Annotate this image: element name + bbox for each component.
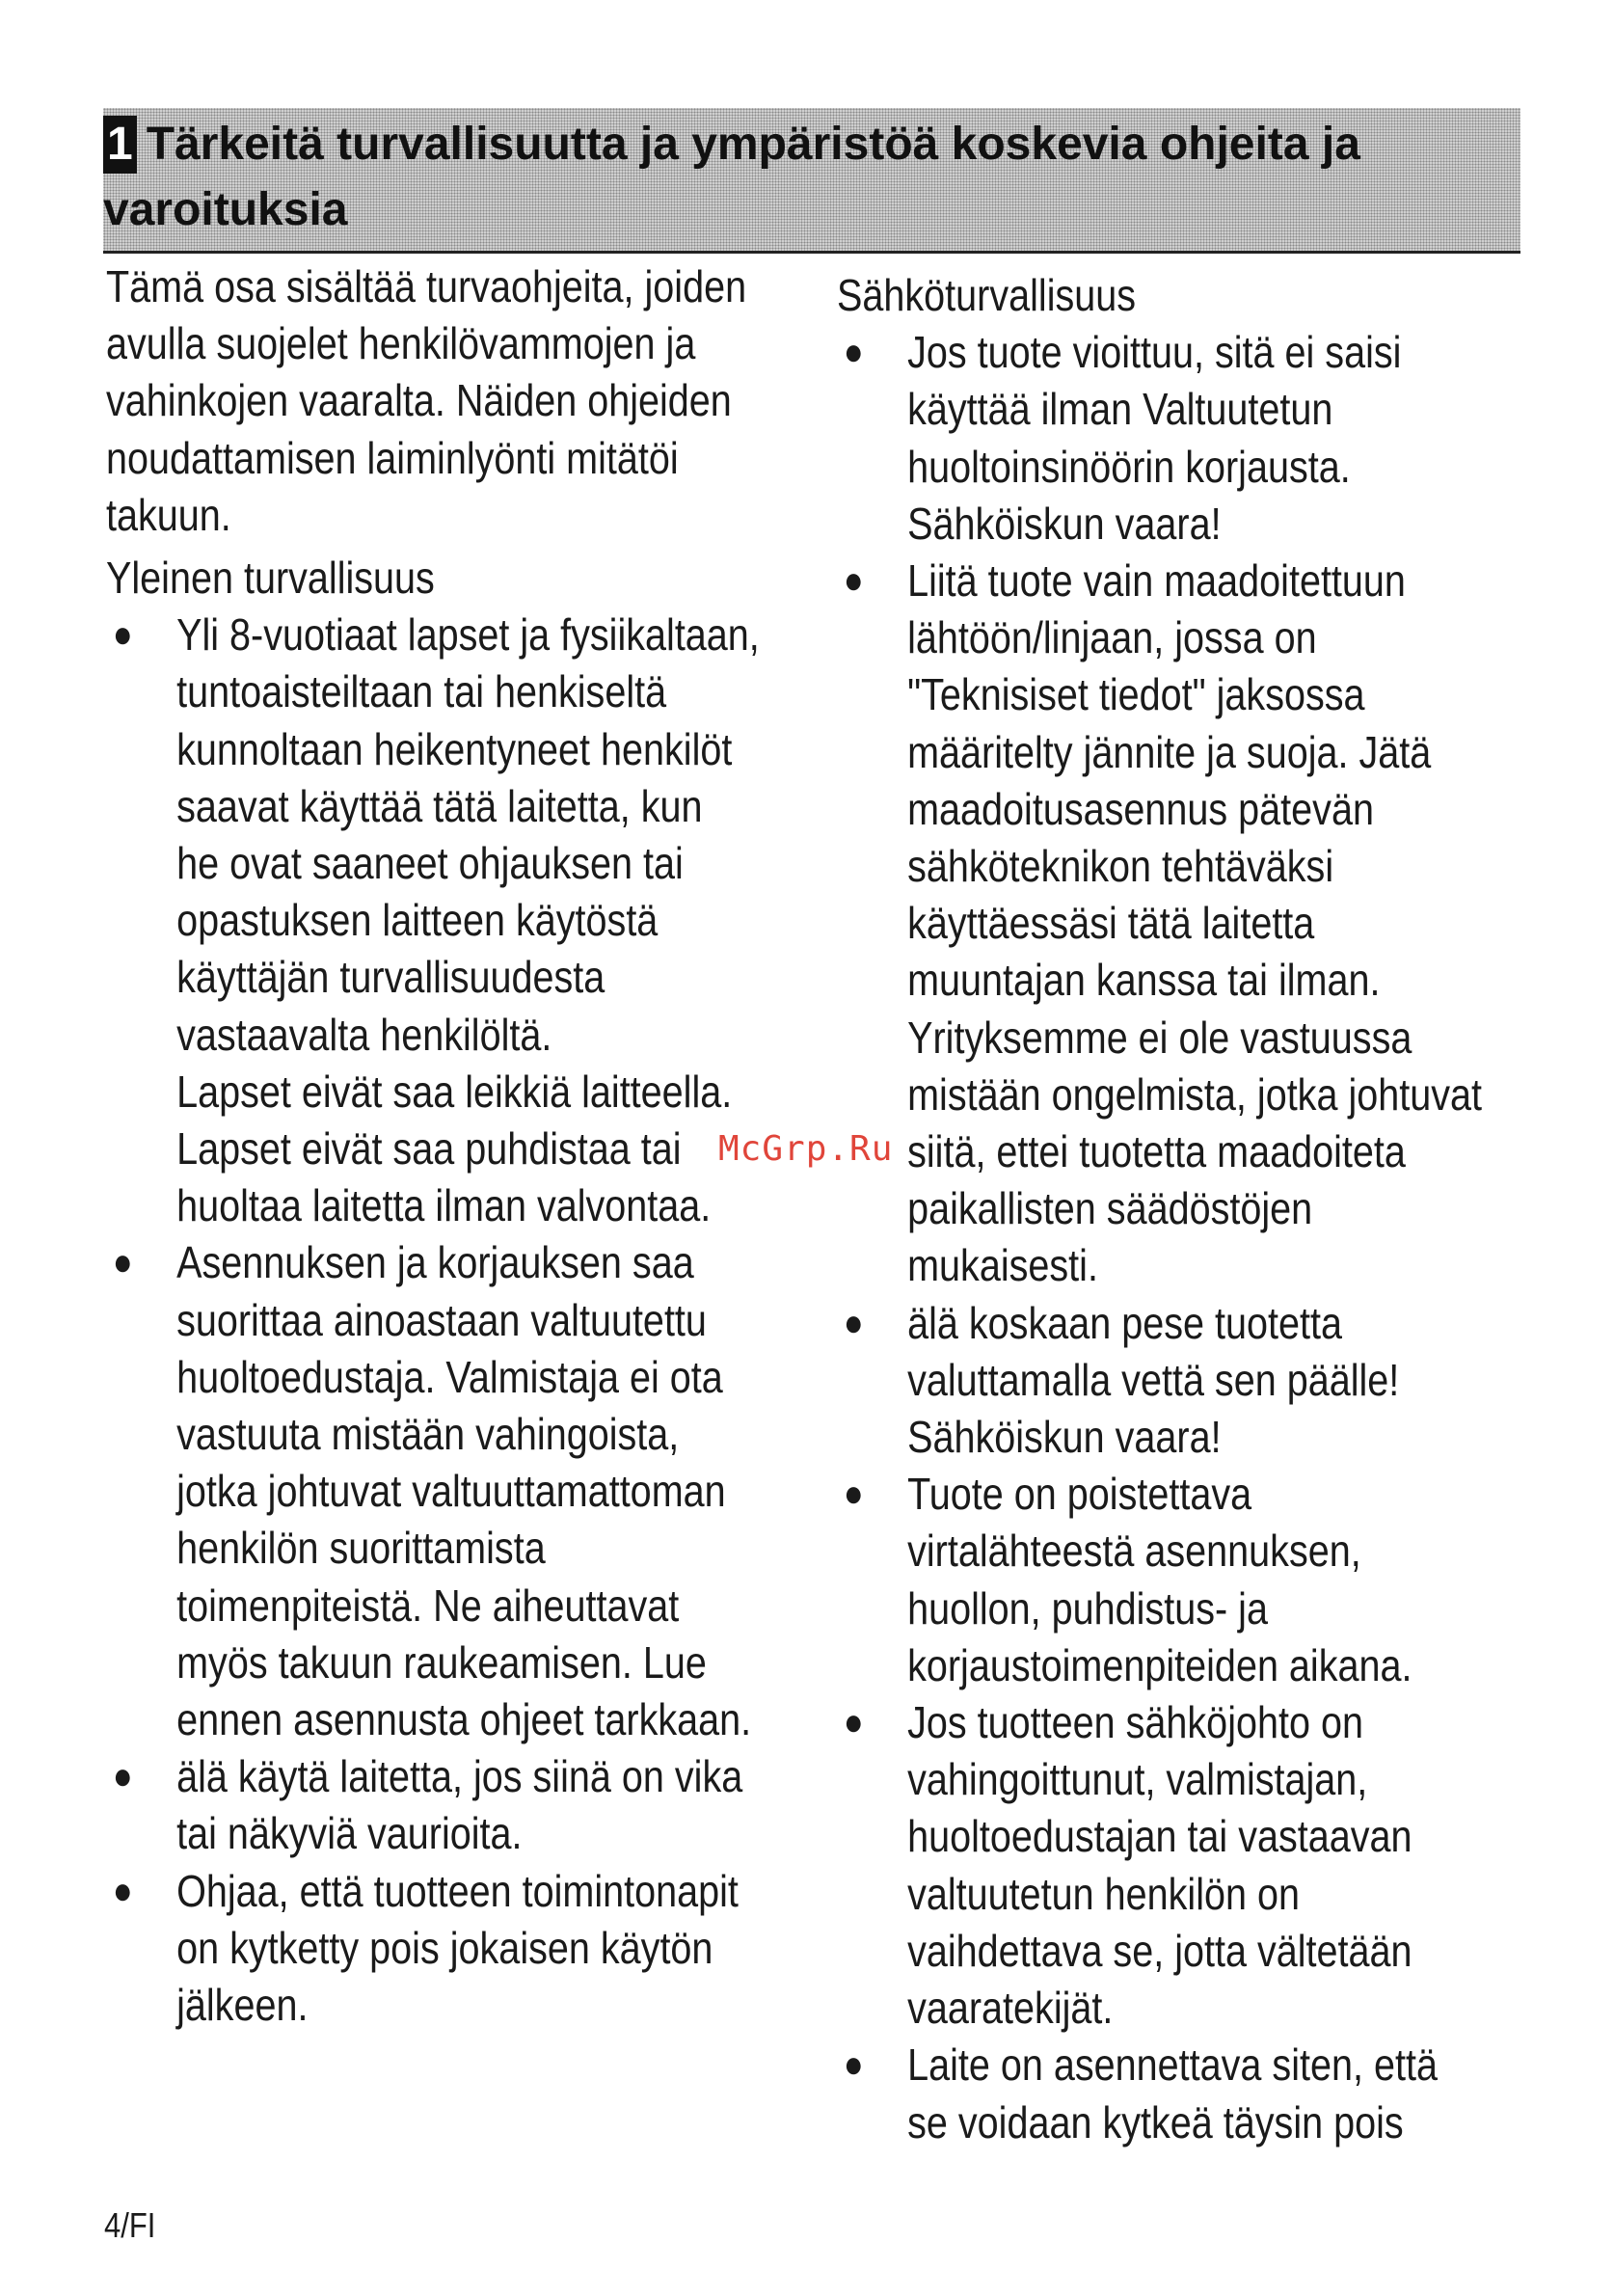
bullet-icon: ● (843, 1472, 864, 1516)
text-line: tai näkyviä vaurioita. (176, 1808, 523, 1859)
text-line: Jos tuote vioittuu, sitä ei saisi (907, 327, 1402, 378)
text-line: kunnoltaan heikentyneet henkilöt (176, 723, 733, 774)
list-item (837, 1466, 1612, 1694)
bullet-icon: ● (843, 559, 864, 603)
text-line: Lapset eivät saa leikkiä laitteella. (176, 1066, 733, 1117)
text-line: määritelty jännite ja suoja. Jätä (907, 726, 1432, 777)
section-title (103, 112, 1501, 243)
text-line: Yrityksemme ei ole vastuussa (907, 1012, 1412, 1063)
text-line: Liitä tuote vain maadoitettuun (907, 555, 1406, 607)
text-line: älä koskaan pese tuotetta (907, 1297, 1342, 1348)
text-line: takuun. (106, 489, 231, 540)
bullet-icon: ● (112, 1869, 133, 1912)
text-line: vaihdettava se, jotta vältetään (907, 1925, 1412, 1976)
text-line: huoltoedustaja. Valmistaja ei ota (176, 1351, 723, 1402)
text-line: huoltaa laitetta ilman valvontaa. (176, 1180, 712, 1231)
text-line: myös takuun raukeamisen. Lue (176, 1636, 707, 1688)
bullet-icon: ● (843, 1301, 864, 1344)
right-column (837, 267, 1612, 2151)
text-line: Laite on asennettava siten, että (907, 2039, 1438, 2091)
intro-paragraph (106, 258, 823, 544)
text-line: korjaustoimenpiteiden aikana. (907, 1639, 1412, 1690)
text-line: Yli 8-vuotiaat lapset ja fysiikaltaan, (176, 609, 760, 661)
page-number: 4/FI (104, 2205, 156, 2245)
text-line: se voidaan kytkeä täysin pois (907, 2096, 1404, 2147)
text-line: jälkeen. (176, 1980, 309, 2031)
bullet-icon: ● (843, 1701, 864, 1744)
text-line: vahinkojen vaaralta. Näiden ohjeiden (106, 375, 732, 426)
text-line: Ohjaa, että tuotteen toimintonapit (176, 1865, 739, 1916)
electrical-safety-heading: Sähköturvallisuus (837, 270, 1137, 320)
text-line: vaaratekijät. (907, 1983, 1114, 2034)
text-line: vastaavalta henkilöltä. (176, 1009, 552, 1060)
text-line: älä käytä laitetta, jos siinä on vika (176, 1751, 743, 1802)
list-item (106, 1748, 823, 1862)
text-line: he ovat saaneet ohjauksen tai (176, 838, 684, 889)
text-line: ennen asennusta ohjeet tarkkaan. (176, 1694, 752, 1745)
bullet-icon: ● (843, 331, 864, 374)
text-line: mukaisesti. (907, 1240, 1098, 1291)
watermark-text: McGrp.Ru (718, 1129, 894, 1169)
text-line: saavat käyttää tätä laitetta, kun (176, 780, 703, 831)
bullet-icon: ● (112, 613, 133, 657)
text-line: lähtöön/linjaan, jossa on (907, 612, 1317, 663)
electrical-safety-list (837, 324, 1612, 2151)
left-column (106, 258, 823, 2034)
text-line: henkilön suorittamista (176, 1523, 546, 1574)
text-line: on kytketty pois jokaisen käytön (176, 1922, 713, 1973)
list-item (837, 1694, 1612, 2037)
text-line: "Teknisiset tiedot" jaksossa (907, 669, 1365, 720)
text-line: huoltoedustajan tai vastaavan (907, 1811, 1412, 1862)
list-item (837, 1295, 1612, 1467)
text-line: tuntoaisteiltaan tai henkiseltä (176, 666, 667, 717)
text-line: mistään ongelmista, jotka johtuvat (907, 1068, 1483, 1120)
text-line: käyttäessäsi tätä laitetta (907, 898, 1315, 949)
text-line: siitä, ettei tuotetta maadoiteta (907, 1126, 1406, 1177)
bullet-icon: ● (112, 1755, 133, 1798)
general-safety-heading: Yleinen turvallisuus (106, 553, 435, 604)
text-line: jotka johtuvat valtuuttamattoman (176, 1466, 726, 1517)
text-line: huoltoinsinöörin korjausta. (907, 441, 1351, 492)
text-line: Tämä osa sisältää turvaohjeita, joiden (106, 261, 747, 311)
text-line: toimenpiteistä. Ne aiheuttavat (176, 1580, 680, 1631)
text-line: sähköteknikon tehtäväksi (907, 841, 1334, 892)
list-item (106, 607, 823, 1234)
text-line: Sähköiskun vaara! (907, 1412, 1222, 1463)
text-line: Asennuksen ja korjauksen saa (176, 1237, 694, 1288)
list-item (837, 2037, 1612, 2150)
section-title-line2: varoituksia (103, 184, 348, 235)
text-line: käyttäjän turvallisuudesta (176, 952, 605, 1003)
text-line: Sähköiskun vaara! (907, 498, 1222, 549)
text-line: noudattamisen laiminlyönti mitätöi (106, 432, 679, 483)
text-line: vahingoittunut, valmistajan, (907, 1754, 1368, 1805)
text-line: avulla suojelet henkilövammojen ja (106, 318, 696, 369)
text-line: paikallisten säädöstöjen (907, 1183, 1313, 1234)
text-line: Jos tuotteen sähköjohto on (907, 1697, 1363, 1748)
text-line: Tuote on poistettava (907, 1469, 1252, 1520)
bullet-icon: ● (843, 2043, 864, 2087)
text-line: opastuksen laitteen käytöstä (176, 895, 659, 946)
text-line: muuntajan kanssa tai ilman. (907, 955, 1381, 1006)
list-item (837, 324, 1612, 553)
bullet-icon: ● (112, 1241, 133, 1284)
text-line: Lapset eivät saa puhdistaa tai (176, 1123, 682, 1175)
text-line: virtalähteestä asennuksen, (907, 1526, 1361, 1577)
section-number: 1 (103, 116, 137, 174)
section-title-line1: Tärkeitä turvallisuutta ja ympäristöä koskevia ohjeita ja (146, 119, 1360, 170)
text-line: suorittaa ainoastaan valtuutettu (176, 1294, 707, 1345)
text-line: valuttamalla vettä sen päälle! (907, 1354, 1400, 1405)
list-item (106, 1234, 823, 1748)
list-item (837, 553, 1612, 1295)
text-line: huollon, puhdistus- ja (907, 1582, 1268, 1634)
list-item (106, 1863, 823, 2035)
text-line: maadoitusasennus pätevän (907, 783, 1374, 834)
text-line: käyttää ilman Valtuutetun (907, 384, 1333, 435)
general-safety-list (106, 607, 823, 2034)
text-line: valtuutetun henkilön on (907, 1868, 1301, 1919)
text-line: vastuuta mistään vahingoista, (176, 1409, 680, 1460)
